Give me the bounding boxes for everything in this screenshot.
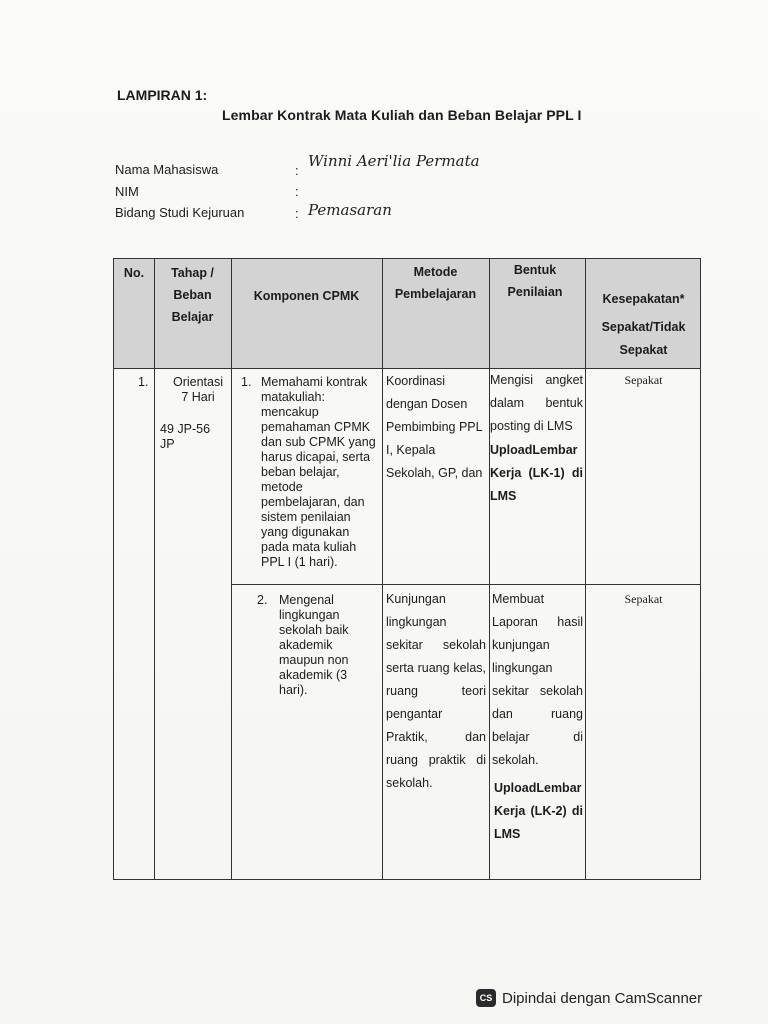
contract-table bbox=[113, 258, 701, 880]
header-tahap-line3: Belajar bbox=[171, 310, 214, 324]
bentuk-item-2-upload: UploadLembar Kerja (LK-2) di LMS bbox=[494, 781, 583, 841]
header-kesepakatan-line2: Sepakat/Tidak bbox=[601, 320, 686, 334]
row-number: 1. bbox=[138, 375, 149, 389]
bentuk-item-1-upload: UploadLembar Kerja (LK-1) di LMS bbox=[490, 443, 583, 503]
cpmk-item-2-number: 2. bbox=[257, 593, 268, 607]
bentuk-item-1-text: Mengisi angket dalam bentuk posting di LMS bbox=[490, 373, 583, 433]
header-metode-line2: Pembelajaran bbox=[394, 287, 477, 301]
cpmk-item-1-number: 1. bbox=[241, 375, 252, 389]
nim-colon: : bbox=[295, 184, 299, 199]
header-komponen: Komponen CPMK bbox=[253, 289, 360, 303]
camscanner-watermark bbox=[476, 985, 756, 1011]
bidang-colon: : bbox=[295, 206, 299, 221]
col-divider bbox=[154, 259, 155, 879]
camscanner-text: Dipindai dengan CamScanner bbox=[502, 989, 703, 1007]
kesepakatan-item-2: Sepakat bbox=[624, 592, 663, 606]
col-divider bbox=[489, 259, 490, 879]
header-bentuk-line1: Bentuk bbox=[513, 263, 557, 277]
header-tahap-line2: Beban bbox=[173, 288, 212, 302]
document-title: Lembar Kontrak Mata Kuliah dan Beban Belajar PPL I bbox=[222, 107, 582, 123]
metode-item-1: Koordinasi dengan Dosen Pembimbing PPL I, Kepala Sekolah, GP, dan bbox=[386, 374, 483, 480]
row-divider bbox=[231, 584, 700, 585]
bentuk-item-2-text: Membuat Laporan hasil kunjungan lingkungan sekitar sekolah dan ruang belajar di sekolah. bbox=[492, 592, 583, 767]
lampiran-label: LAMPIRAN 1: bbox=[117, 87, 208, 103]
kesepakatan-item-1: Sepakat bbox=[624, 373, 663, 387]
nim-label: NIM bbox=[115, 184, 139, 199]
header-metode-line1: Metode bbox=[413, 265, 458, 279]
header-kesepakatan-line1: Kesepakatan* bbox=[602, 292, 685, 306]
bidang-handwritten-value: Pemasaran bbox=[308, 201, 392, 219]
jp-value: 49 JP-56 JP bbox=[160, 422, 211, 451]
nama-handwritten-value: Winni Aeri'lia Permata bbox=[308, 152, 480, 170]
tahap-value: Orientasi 7 Hari bbox=[172, 375, 224, 404]
header-bentuk-line2: Penilaian bbox=[507, 285, 563, 299]
nama-label: Nama Mahasiswa bbox=[115, 162, 219, 177]
header-tahap-line1: Tahap / bbox=[171, 266, 214, 280]
col-divider bbox=[231, 259, 232, 879]
metode-item-2: Kunjungan lingkungan sekitar sekolah serta ruang kelas, ruang teori pengantar Praktik, dan ruang praktik di sekolah. bbox=[386, 592, 486, 790]
camscanner-icon: CS bbox=[476, 989, 496, 1007]
bidang-label: Bidang Studi Kejuruan bbox=[115, 205, 245, 220]
cpmk-item-2-text: Mengenal lingkungan sekolah baik akademik maupun non akademik (3 hari). bbox=[279, 593, 349, 697]
col-divider bbox=[382, 259, 383, 879]
nama-colon: : bbox=[295, 163, 299, 178]
header-no: No. bbox=[123, 266, 145, 280]
header-kesepakatan-line3: Sepakat bbox=[619, 343, 668, 357]
cpmk-item-1-text: Memahami kontrak matakuliah: mencakup pemahaman CPMK dan sub CPMK yang harus dicapai, serta beban belajar, metode pembelajaran, dan sistem penilaian yang digunakan pada mata kuliah PPL I (1 hari). bbox=[261, 375, 376, 569]
